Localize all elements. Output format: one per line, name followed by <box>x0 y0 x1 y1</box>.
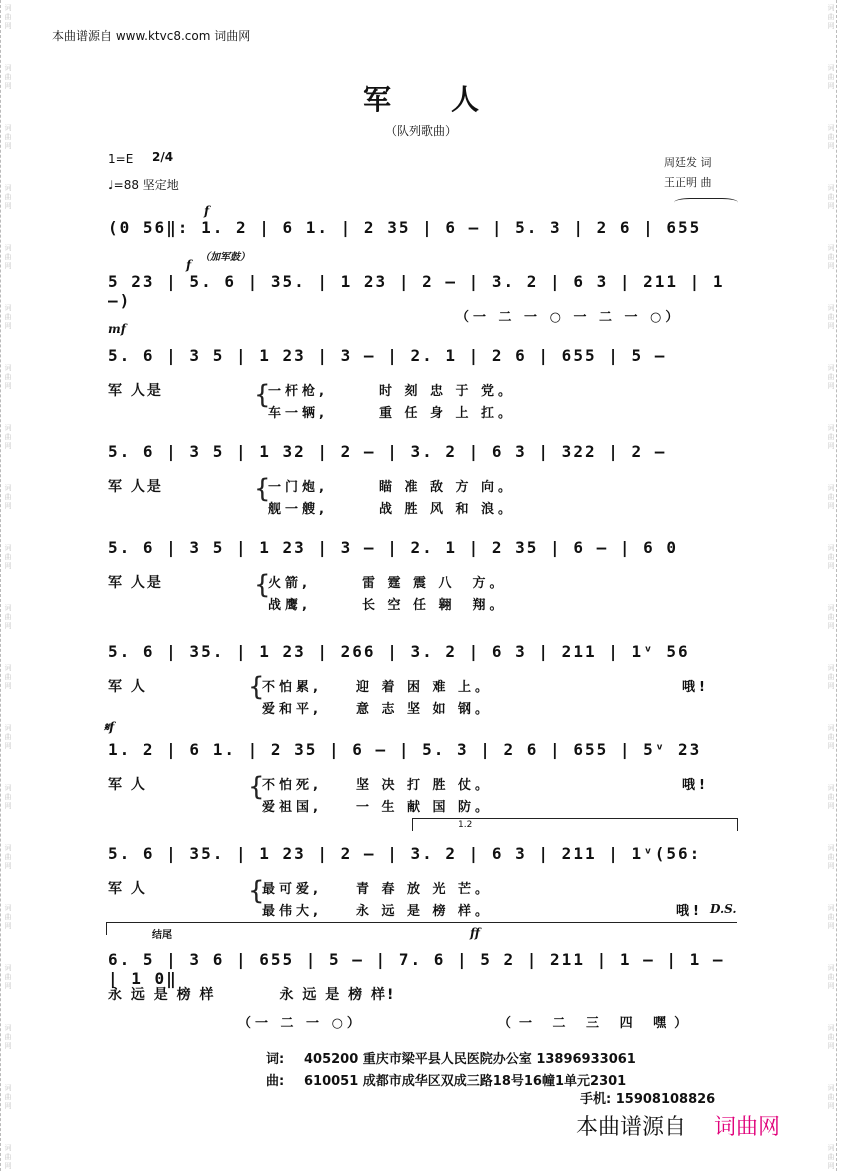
lyric-lead-1: 军 人是 <box>108 383 163 399</box>
ending-bracket <box>106 922 737 935</box>
watermark-text: 词曲网 <box>827 1024 835 1050</box>
dynamic-ff: ff <box>470 926 480 940</box>
watermark-text: 词曲网 <box>4 1084 12 1110</box>
brace: { <box>248 772 265 802</box>
score-row-9 <box>108 950 738 988</box>
footer-phone: 手机: 15908108826 <box>580 1092 716 1107</box>
watermark-text: 词曲网 <box>827 664 835 690</box>
score-row-1 <box>108 218 738 248</box>
brace: { <box>254 474 271 504</box>
watermark-text: 词曲网 <box>4 784 12 810</box>
watermark-text: 词曲网 <box>4 424 12 450</box>
watermark-text: 词曲网 <box>827 1084 835 1110</box>
watermark-text: 词曲网 <box>827 1144 835 1170</box>
watermark-text: 词曲网 <box>4 1144 12 1170</box>
brand-source: 本曲谱源自 <box>576 1115 687 1140</box>
watermark-text: 词曲网 <box>827 964 835 990</box>
watermark-text: 词曲网 <box>4 124 12 150</box>
lyric-lead-7: 永 远 是 榜 样 永 远 是 榜 样! <box>108 987 396 1003</box>
score-row-2 <box>108 272 738 310</box>
notes: 5. 6 | 35. | 1 23 | 2 – | 3. 2 | 6 3 | 211 | 1ᵛ(56: <box>108 844 702 863</box>
lyric-lead-3: 军 人是 <box>108 575 163 591</box>
lyric-v2-1: 车一辆, 重 任 身 上 扛。 <box>268 406 516 421</box>
watermark-text: 词曲网 <box>4 484 12 510</box>
footer-qu-label: 曲: <box>266 1074 285 1089</box>
interlude-count: （一 二 一 ○ 一 二 一 ○） <box>456 310 683 325</box>
song-title: 军人 <box>362 83 539 116</box>
composer-credit: 王正明 曲 <box>664 176 712 189</box>
lyric-v2-2: 舰一艘, 战 胜 风 和 浪。 <box>268 502 516 517</box>
watermark-text: 词曲网 <box>4 544 12 570</box>
watermark-text: 词曲网 <box>4 904 12 930</box>
drum-note: （加军鼓） <box>200 252 250 263</box>
lyric-lead-5: 军 人 <box>108 777 147 793</box>
ds-marking: D.S. <box>710 902 737 916</box>
watermark-text: 词曲网 <box>827 364 835 390</box>
watermark-text: 词曲网 <box>4 244 12 270</box>
watermark-text: 词曲网 <box>4 844 12 870</box>
notes: 5. 6 | 3 5 | 1 32 | 2 – | 3. 2 | 6 3 | 322 | 2 – <box>108 442 667 461</box>
notes: 5. 6 | 3 5 | 1 23 | 3 – | 2. 1 | 2 35 | 6 – | 6 0 <box>108 538 679 557</box>
notes: 1. 2 | 6 1. | 2 35 | 6 – | 5. 3 | 2 6 | 655 | 5ᵛ 23 <box>108 740 702 759</box>
lyricist-credit: 周廷发 词 <box>664 156 712 169</box>
lyric-tail-6: 哦! <box>676 904 703 919</box>
lyric-v2-5: 爱祖国, 一 生 献 国 防。 <box>262 800 493 815</box>
lyric-v2-6: 最伟大, 永 远 是 榜 样。 <box>262 904 493 919</box>
watermark-text: 词曲网 <box>827 784 835 810</box>
brace: { <box>248 672 265 702</box>
watermark-text: 词曲网 <box>4 1024 12 1050</box>
left-watermark-column <box>0 0 17 1171</box>
tempo-marking: ♩=88 坚定地 <box>108 178 179 192</box>
brace: { <box>254 380 271 410</box>
score-row-6 <box>108 642 738 672</box>
lyric-tail-5: 哦! <box>682 778 709 793</box>
watermark-text: 词曲网 <box>4 964 12 990</box>
notes: 5. 6 | 3 5 | 1 23 | 3 – | 2. 1 | 2 6 | 655 | 5 – <box>108 346 667 365</box>
lyric-v1-1: 一杆枪, 时 刻 忠 于 党。 <box>268 384 516 399</box>
brace: { <box>248 876 265 906</box>
watermark-text: 词曲网 <box>827 724 835 750</box>
ending-label: 结尾 <box>152 930 172 941</box>
watermark-text: 词曲网 <box>4 4 12 30</box>
watermark-text: 词曲网 <box>827 544 835 570</box>
watermark-text: 词曲网 <box>4 304 12 330</box>
notes: (0 56‖: 1. 2 | 6 1. | 2 35 | 6 – | 5. 3 | 2 6 | 655 <box>108 218 702 237</box>
song-subtitle: （队列歌曲） <box>384 124 457 138</box>
key-signature: 1=E <box>108 152 134 166</box>
score-row-8 <box>108 844 738 874</box>
lyric-lead-4: 军 人 <box>108 679 147 695</box>
watermark-text: 词曲网 <box>4 724 12 750</box>
watermark-text: 词曲网 <box>827 484 835 510</box>
notes: 6. 5 | 3 6 | 655 | 5 – | 7. 6 | 5 2 | 211 | 1 – | 1 – | 1 0‖ <box>108 950 725 988</box>
lyric-v1-3: 火箭, 雷 霆 震 八 方。 <box>268 576 507 591</box>
brace: { <box>254 570 271 600</box>
count-b: （一 二 三 四 嘿） <box>498 1016 696 1031</box>
brand-site: 词曲网 <box>714 1115 781 1140</box>
segno-dynamic: 𝄋f <box>104 720 115 734</box>
notes: 5 23 | 5. 6 | 35. | 1 23 | 2 – | 3. 2 | 6 3 | 211 | 1 –) <box>108 272 725 310</box>
watermark-text: 词曲网 <box>827 904 835 930</box>
lyric-v1-2: 一门炮, 瞄 准 敌 方 向。 <box>268 480 516 495</box>
footer-ci-text: 405200 重庆市梁平县人民医院办公室 13896933061 <box>304 1052 636 1067</box>
watermark-text: 词曲网 <box>4 184 12 210</box>
count-a: （一 二 一 ○） <box>238 1016 364 1031</box>
dynamic-f: f <box>204 204 210 218</box>
watermark-text: 词曲网 <box>827 64 835 90</box>
watermark-text: 词曲网 <box>827 184 835 210</box>
footer-ci-label: 词: <box>266 1052 285 1067</box>
watermark-text: 词曲网 <box>827 124 835 150</box>
watermark-text: 词曲网 <box>4 364 12 390</box>
score-row-4 <box>108 442 738 472</box>
watermark-text: 词曲网 <box>4 664 12 690</box>
score-row-7 <box>108 740 738 770</box>
time-signature: 2/4 <box>152 150 174 164</box>
lyric-v1-4: 不怕累, 迎 着 困 难 上。 <box>262 680 493 695</box>
right-watermark-column <box>820 0 837 1171</box>
watermark-text: 词曲网 <box>827 424 835 450</box>
dynamic-f-2: f <box>186 258 192 272</box>
watermark-text: 词曲网 <box>827 304 835 330</box>
lyric-lead-6: 军 人 <box>108 881 147 897</box>
watermark-text: 词曲网 <box>827 244 835 270</box>
watermark-text: 词曲网 <box>827 4 835 30</box>
lyric-v2-3: 战鹰, 长 空 任 翱 翔。 <box>268 598 507 613</box>
lyric-tail-4: 哦! <box>682 680 709 695</box>
score-row-5 <box>108 538 738 568</box>
lyric-lead-2: 军 人是 <box>108 479 163 495</box>
lyric-v1-5: 不怕死, 坚 决 打 胜 仗。 <box>262 778 493 793</box>
dynamic-mf: mf <box>108 322 126 336</box>
lyric-v2-4: 爱和平, 意 志 坚 如 钢。 <box>262 702 493 717</box>
watermark-text: 词曲网 <box>827 604 835 630</box>
lyric-v1-6: 最可爱, 青 春 放 光 芒。 <box>262 882 493 897</box>
slur <box>674 198 738 207</box>
notes: 5. 6 | 35. | 1 23 | 266 | 3. 2 | 6 3 | 211 | 1ᵛ 56 <box>108 642 690 661</box>
volta-label: 1.2 <box>458 820 473 830</box>
score-row-3 <box>108 346 738 376</box>
watermark-text: 词曲网 <box>4 604 12 630</box>
watermark-text: 词曲网 <box>4 64 12 90</box>
source-header: 本曲谱源自 www.ktvc8.com 词曲网 <box>52 29 251 43</box>
watermark-text: 词曲网 <box>827 844 835 870</box>
footer-qu-text: 610051 成都市成华区双成三路18号16幢1单元2301 <box>304 1074 627 1089</box>
